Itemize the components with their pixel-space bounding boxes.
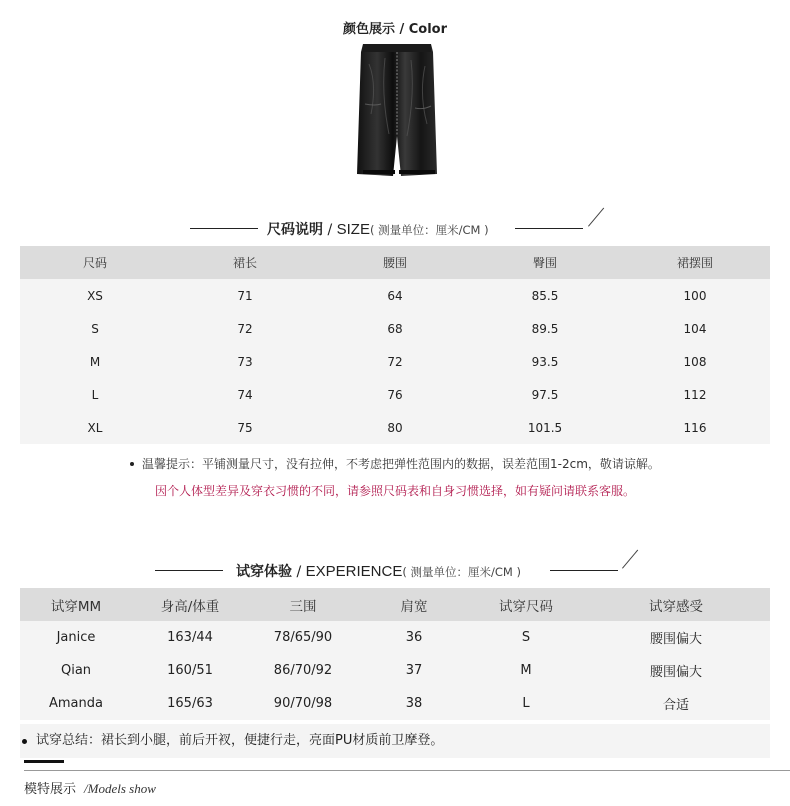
table-row: [20, 621, 770, 654]
size-cell: 89.5: [531, 321, 559, 336]
table-row: [20, 654, 770, 687]
size-cell: 100: [683, 288, 707, 303]
size-unit-note: ( 测量单位：厘米/CM ): [369, 223, 489, 237]
fitting-summary: [20, 724, 770, 758]
models-title-en: /Models show: [84, 781, 156, 796]
size-header-cell: 裙长: [232, 256, 257, 270]
experience-unit-note: ( 测量单位：厘米/CM ): [402, 565, 521, 579]
experience-cell: 腰围偏大: [649, 665, 702, 680]
black-leather-skirt-icon: [355, 44, 439, 178]
size-cell: 74: [237, 387, 253, 402]
size-cell: 73: [237, 354, 253, 369]
table-row: [20, 345, 770, 378]
experience-cell: 160/51: [167, 663, 213, 678]
size-cell: 71: [237, 288, 253, 303]
table-row: [20, 378, 770, 411]
header-left-rule: [155, 570, 223, 571]
size-cell: 85.5: [531, 288, 559, 303]
models-section-header: [24, 760, 790, 806]
size-header-cell: 裙摆围: [676, 256, 713, 270]
experience-cell: 86/70/92: [273, 663, 333, 678]
experience-cell: 36: [405, 630, 423, 645]
size-cell: 97.5: [531, 387, 559, 402]
size-cell: 72: [237, 321, 253, 336]
experience-section-title: [236, 561, 521, 581]
table-row: [20, 279, 770, 312]
experience-title-sep: /: [292, 564, 306, 580]
size-cell: S: [91, 321, 99, 336]
header-right-rule: [550, 570, 618, 571]
size-cell: M: [89, 354, 101, 369]
table-row: [20, 411, 770, 444]
experience-cell: Qian: [60, 663, 92, 678]
experience-cell: Janice: [56, 630, 96, 645]
experience-table: [20, 588, 770, 720]
bullet-icon: [130, 462, 134, 466]
size-cell: 76: [387, 387, 403, 402]
experience-cell: 163/44: [167, 630, 213, 645]
header-slash-decoration: [588, 208, 604, 227]
size-cell: 93.5: [531, 354, 559, 369]
fitting-summary-text: 试穿总结：裙长到小腿，前后开衩，便捷行走，亮面PU材质前卫摩登。: [36, 733, 444, 748]
experience-table-header: [20, 588, 770, 621]
size-title-en: SIZE: [336, 221, 370, 238]
size-cell: 68: [387, 321, 403, 336]
size-table-header: [20, 246, 770, 279]
experience-header-cell: 身高/体重: [160, 598, 220, 615]
experience-title-cn: 试穿体验: [236, 564, 292, 580]
fit-advice-note: 因个人体型差异及穿衣习惯的不同，请参照尺码表和自身习惯选择，如有疑问请联系客服。: [154, 484, 635, 498]
measurement-tip: [0, 455, 790, 472]
size-cell: 75: [237, 420, 253, 435]
size-section-header: [0, 208, 790, 248]
experience-cell: 37: [405, 663, 423, 678]
experience-cell: 90/70/98: [273, 696, 333, 711]
experience-header-cell: 三围: [289, 598, 317, 615]
header-right-rule: [515, 228, 583, 229]
models-accent-bar: [24, 760, 64, 763]
size-cell: 72: [387, 354, 403, 369]
size-title-sep: /: [323, 222, 337, 238]
models-divider: [24, 770, 790, 771]
table-row: [20, 687, 770, 720]
size-header-cell: 臀围: [532, 256, 557, 270]
size-cell: 101.5: [527, 420, 563, 435]
size-cell: XS: [87, 288, 103, 303]
experience-cell: 合适: [662, 698, 689, 713]
size-title-cn: 尺码说明: [267, 222, 323, 238]
size-cell: 112: [683, 387, 707, 402]
measurement-tip-text: 温馨提示：平铺测量尺寸，没有拉伸，不考虑把弹性范围内的数据，误差范围1-2cm，敬请谅解。: [142, 457, 660, 471]
color-section-title: 颜色展示 / Color: [342, 22, 448, 37]
experience-cell: 165/63: [167, 696, 213, 711]
size-header-cell: 腰围: [382, 256, 407, 270]
size-header-cell: 尺码: [82, 256, 107, 270]
product-skirt-image: [355, 44, 439, 178]
experience-title-en: EXPERIENCE: [305, 563, 403, 580]
experience-cell: M: [520, 663, 532, 678]
size-table: [20, 246, 770, 444]
size-cell: 104: [683, 321, 707, 336]
experience-section-header: [0, 550, 790, 590]
size-cell: 64: [387, 288, 403, 303]
experience-cell: L: [522, 696, 530, 711]
size-cell: 108: [683, 354, 707, 369]
bullet-icon: [22, 739, 27, 744]
experience-cell: 78/65/90: [273, 630, 333, 645]
table-row: [20, 312, 770, 345]
experience-cell: Amanda: [49, 696, 103, 711]
experience-header-cell: 肩宽: [400, 598, 428, 615]
size-cell: 116: [683, 420, 707, 435]
models-title: [24, 778, 156, 797]
experience-header-cell: 试穿尺码: [499, 598, 553, 615]
experience-cell: 38: [405, 696, 423, 711]
size-cell: L: [91, 387, 99, 402]
header-slash-decoration: [622, 550, 638, 569]
experience-cell: 腰围偏大: [649, 632, 702, 647]
experience-header-cell: 试穿MM: [50, 598, 102, 615]
size-section-title: [267, 219, 489, 239]
experience-cell: S: [521, 630, 531, 645]
size-cell: 80: [387, 420, 403, 435]
header-left-rule: [190, 228, 258, 229]
size-cell: XL: [87, 420, 103, 435]
experience-header-cell: 试穿感受: [649, 598, 703, 615]
models-title-cn: 模特展示: [24, 782, 77, 797]
